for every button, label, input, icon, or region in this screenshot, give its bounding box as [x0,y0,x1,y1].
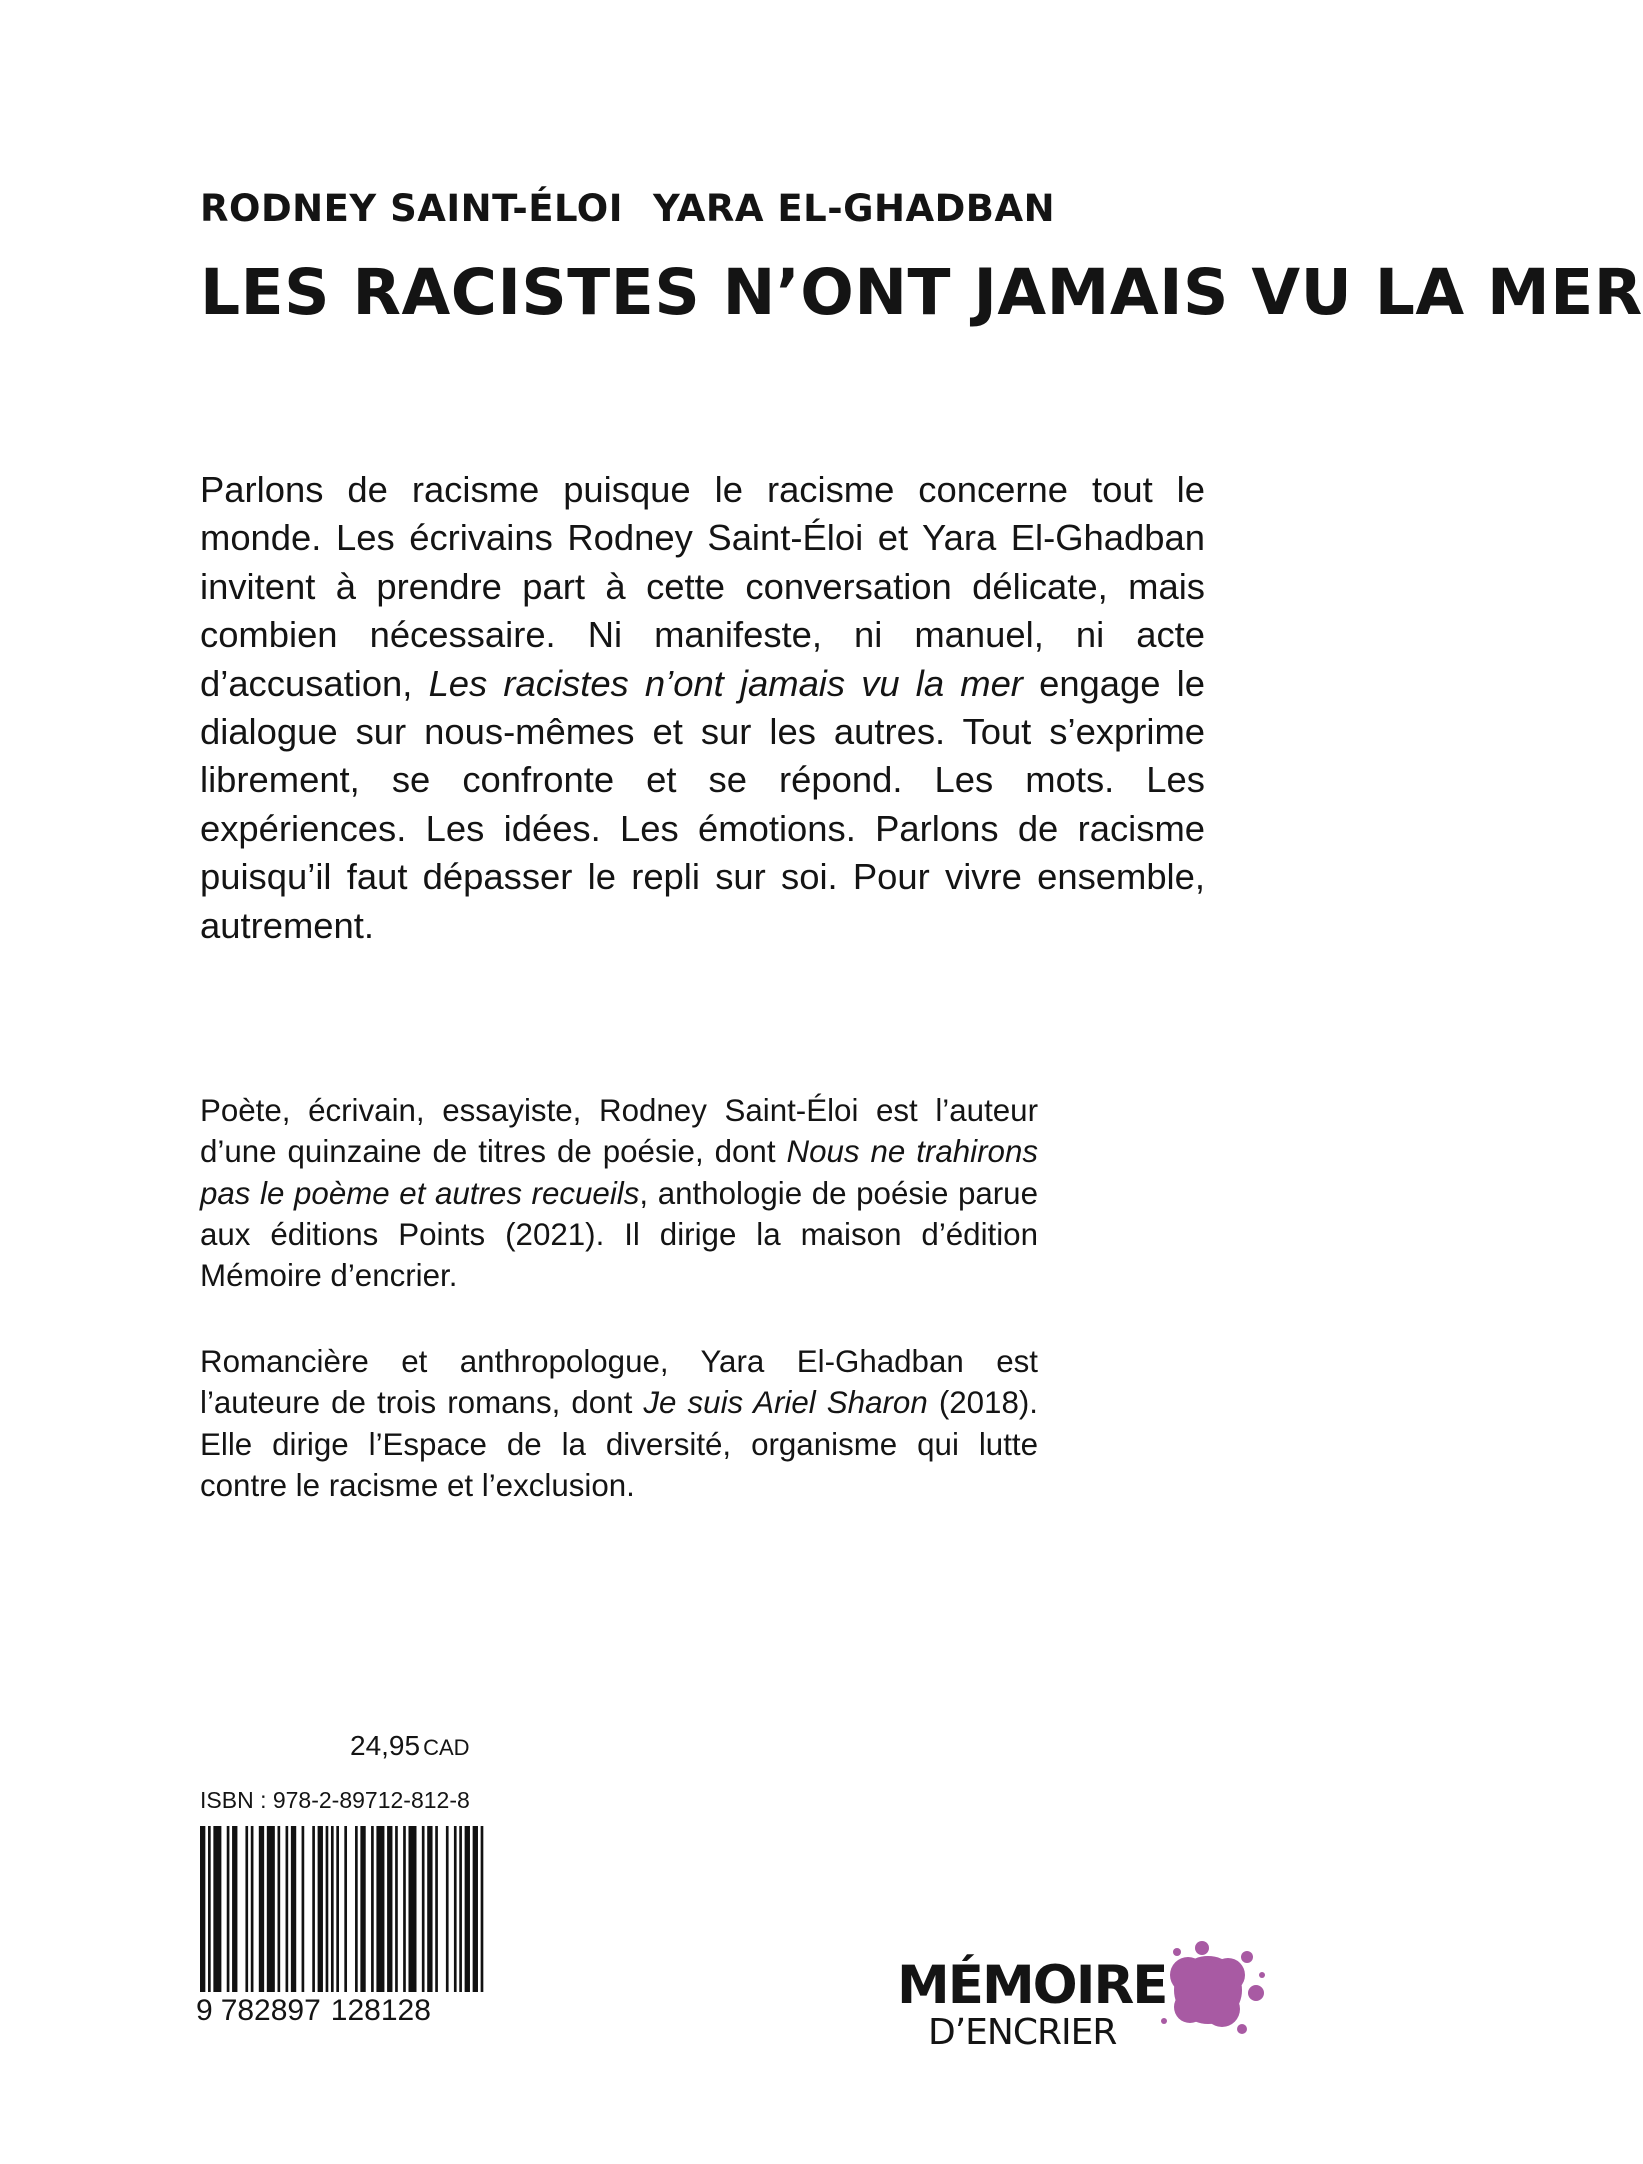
price-currency: CAD [423,1735,470,1760]
barcode-bar [278,1826,281,1992]
author-1: RODNEY SAINT-ÉLOI [200,187,623,230]
barcode-bar [227,1826,230,1992]
barcode-bar [454,1826,457,1992]
price [350,1730,470,1762]
barcode-bar [408,1826,416,1992]
barcode-bar [245,1826,248,1992]
barcode-bar [435,1826,438,1992]
barcode [200,1826,486,1992]
barcode-bar [286,1826,289,1992]
barcode-bar [312,1826,315,1992]
barcode-bar [259,1826,264,1992]
barcode-bar [376,1826,384,1992]
barcode-bar [344,1826,347,1992]
barcode-bar [473,1826,478,1992]
book-title: LES RACISTES N’ONT JAMAIS VU LA MER [200,256,1643,329]
barcode-bar [326,1826,329,1992]
price-amount: 24,95 [350,1730,421,1761]
barcode-bar [387,1826,392,1992]
barcode-bar [422,1826,425,1992]
barcode-bar [200,1826,205,1992]
barcode-bar [355,1826,358,1992]
back-cover-pitch [200,466,1205,950]
barcode-bar [371,1826,374,1992]
barcode-bar [465,1826,470,1992]
isbn-label: ISBN : 978-2-89712-812-8 [200,1787,470,1813]
barcode-bar [403,1826,406,1992]
publisher-logo-line1: MÉMOIRE [897,1955,1167,2016]
authors-line [200,187,1055,230]
barcode-bar [395,1826,398,1992]
barcode-bar [213,1826,221,1992]
barcode-bar [481,1826,484,1992]
barcode-bar [360,1826,365,1992]
author-bio-saint-eloi: Poète, écrivain, essayiste, Rodney Saint-Éloi est l’auteur d’une quinzaine de titres de poésie, dont Nous ne trahirons pas le poème et autres recueils, anthologie de poésie parue aux éditions Points (2021). Il dirige la maison d’édition Mémoire d’encrier. [200,1093,1038,1294]
barcode-bar [318,1826,323,1992]
pitch-book-title: Les racistes n’ont jamais vu la mer [428,662,1023,704]
barcode-bar [336,1826,339,1992]
barcode-bar [291,1826,296,1992]
barcode-bar [427,1826,432,1992]
barcode-bar [459,1826,462,1992]
publisher-logo-line2: D’ENCRIER [928,2012,1117,2053]
barcode-bar [208,1826,211,1992]
barcode-bar [331,1826,334,1992]
barcode-bar [302,1826,305,1992]
author-2: YARA EL-GHADBAN [653,187,1056,230]
author-bio-el-ghadban: Romancière et anthropologue, Yara El-Ghadban est l’auteure de trois romans, dont Je suis Ariel Sharon (2018). Elle dirige l’Espace de la diversité, organisme qui lutte contre le racisme et l’exclusion. [200,1344,1038,1503]
pitch-paragraph: Parlons de racisme puisque le racisme concerne tout le monde. Les écrivains Rodney Saint-Éloi et Yara El-Ghadban invitent à prendre part à cette conversation délicate, mais combien nécessaire. Ni manifeste, ni manuel, ni acte d’accusation, Les racistes n’ont jamais vu la mer engage le dialogue sur nous-mêmes et sur les autres. Tout s’exprime librement, se confronte et se répond. Les mots. Les expériences. Les idées. Les émotions. Parlons de racisme puisqu’il faut dépasser le repli sur soi. Pour vivre ensemble, autrement. [200,469,1205,946]
barcode-bar [446,1826,449,1992]
barcode-bar [251,1826,254,1992]
barcode-bar [232,1826,237,1992]
barcode-digits: 9 782897 128128 [196,1994,431,2027]
barcode-bar [267,1826,275,1992]
